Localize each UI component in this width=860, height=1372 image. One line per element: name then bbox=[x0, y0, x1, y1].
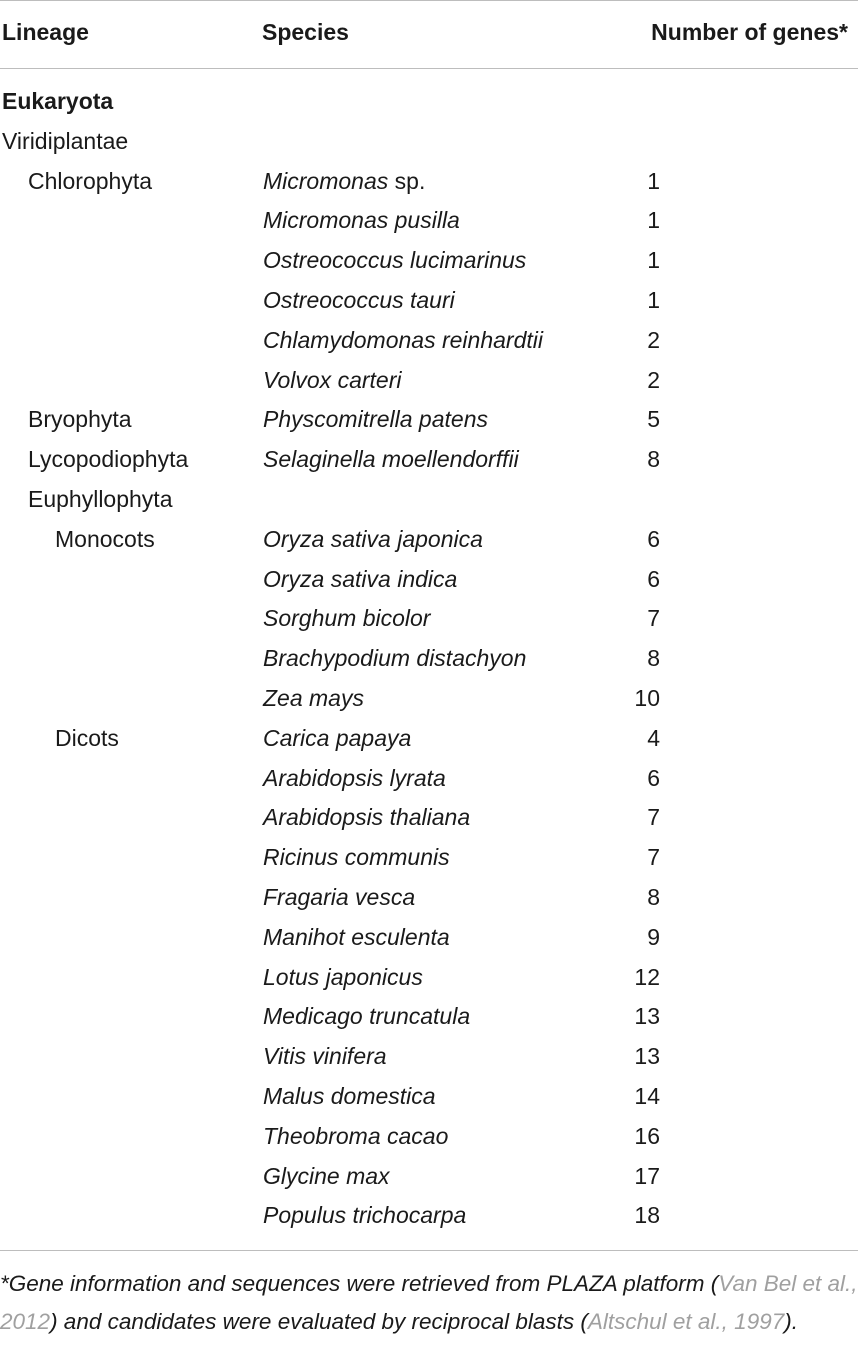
lineage-cell: Monocots bbox=[55, 525, 155, 552]
gene-count-cell: 6 bbox=[647, 525, 660, 552]
table-row bbox=[0, 480, 860, 520]
species-name: Ricinus communis bbox=[263, 844, 450, 871]
table-body bbox=[0, 82, 860, 1236]
species-name: Ostreococcus lucimarinus bbox=[263, 247, 527, 274]
species-name: Ostreococcus tauri bbox=[263, 286, 455, 313]
species-cell bbox=[263, 798, 470, 838]
species-cell bbox=[263, 560, 457, 600]
species-cell bbox=[263, 520, 483, 560]
species-cell bbox=[263, 639, 526, 679]
species-name: Oryza sativa indica bbox=[263, 565, 458, 592]
species-name: Micromonas bbox=[263, 167, 389, 194]
gene-count-cell: 13 bbox=[634, 1043, 660, 1070]
species-cell bbox=[263, 958, 423, 998]
footnote-text-3: ). bbox=[784, 1309, 798, 1334]
table-footnote bbox=[0, 1265, 860, 1341]
species-name: Populus trichocarpa bbox=[263, 1202, 467, 1229]
gene-count-cell: 17 bbox=[634, 1162, 660, 1189]
gene-count-cell: 8 bbox=[647, 883, 660, 910]
species-cell bbox=[263, 599, 430, 639]
gene-count-cell: 6 bbox=[647, 565, 660, 592]
top-rule bbox=[0, 0, 858, 1]
table-row bbox=[0, 1196, 860, 1236]
species-cell bbox=[263, 241, 526, 281]
table-row bbox=[0, 321, 860, 361]
gene-count-cell: 1 bbox=[647, 286, 660, 313]
table-row bbox=[0, 560, 860, 600]
species-cell bbox=[263, 759, 446, 799]
species-name: Vitis vinifera bbox=[263, 1043, 387, 1070]
species-name: Medicago truncatula bbox=[263, 1003, 471, 1030]
gene-count-cell: 2 bbox=[647, 326, 660, 353]
lineage-cell: Bryophyta bbox=[28, 406, 132, 433]
bottom-rule bbox=[0, 1250, 858, 1251]
table-row bbox=[0, 798, 860, 838]
species-name: Carica papaya bbox=[263, 724, 412, 751]
species-name: Arabidopsis thaliana bbox=[263, 804, 471, 831]
gene-count-cell: 6 bbox=[647, 764, 660, 791]
species-name: Brachypodium distachyon bbox=[263, 645, 527, 672]
species-name: Theobroma cacao bbox=[263, 1122, 449, 1149]
species-name: Fragaria vesca bbox=[263, 883, 416, 910]
species-cell bbox=[263, 1196, 466, 1236]
table-row bbox=[0, 719, 860, 759]
species-name: Oryza sativa japonica bbox=[263, 525, 483, 552]
gene-count-cell: 1 bbox=[647, 207, 660, 234]
species-name: Glycine max bbox=[263, 1162, 390, 1189]
species-cell bbox=[263, 321, 543, 361]
header-species: Species bbox=[262, 19, 349, 45]
species-cell bbox=[263, 201, 460, 241]
gene-count-cell: 1 bbox=[647, 167, 660, 194]
gene-count-cell: 14 bbox=[634, 1082, 660, 1109]
footnote-text-2: ) and candidates were evaluated by reciprocal blasts ( bbox=[50, 1309, 588, 1334]
header-genes: Number of genes* bbox=[651, 19, 848, 45]
reference-link-van-bel[interactable]: Van Bel et al., 2012 bbox=[0, 1271, 858, 1334]
species-cell bbox=[263, 361, 401, 401]
table-row bbox=[0, 997, 860, 1037]
table-row bbox=[0, 281, 860, 321]
table-row bbox=[0, 400, 860, 440]
species-cell bbox=[263, 719, 411, 759]
gene-count-cell: 8 bbox=[647, 645, 660, 672]
species-name: Physcomitrella patens bbox=[263, 406, 488, 433]
gene-count-cell: 5 bbox=[647, 406, 660, 433]
gene-count-cell: 4 bbox=[647, 724, 660, 751]
species-name: Volvox carteri bbox=[263, 366, 402, 393]
header-lineage: Lineage bbox=[2, 19, 89, 45]
table-row bbox=[0, 958, 860, 998]
species-name: Zea mays bbox=[263, 684, 364, 711]
table-row bbox=[0, 759, 860, 799]
table-row bbox=[0, 82, 860, 122]
table-row bbox=[0, 599, 860, 639]
lineage-cell: Euphyllophyta bbox=[28, 485, 173, 512]
gene-count-cell: 1 bbox=[647, 247, 660, 274]
table-row bbox=[0, 838, 860, 878]
species-cell bbox=[263, 281, 455, 321]
species-suffix: sp. bbox=[388, 167, 426, 194]
table-row bbox=[0, 361, 860, 401]
gene-count-cell: 7 bbox=[647, 804, 660, 831]
species-name: Arabidopsis lyrata bbox=[263, 764, 446, 791]
gene-count-cell: 8 bbox=[647, 446, 660, 473]
lineage-cell: Chlorophyta bbox=[28, 167, 153, 194]
table-row bbox=[0, 201, 860, 241]
species-cell bbox=[263, 1037, 387, 1077]
table-row bbox=[0, 122, 860, 162]
header-rule bbox=[0, 68, 858, 69]
table-row bbox=[0, 878, 860, 918]
species-cell bbox=[263, 838, 450, 878]
species-cell bbox=[263, 679, 364, 719]
footnote-text-1: *Gene information and sequences were retrieved from PLAZA platform ( bbox=[0, 1271, 719, 1296]
species-name: Manihot esculenta bbox=[263, 923, 450, 950]
table-row bbox=[0, 918, 860, 958]
table-row bbox=[0, 1157, 860, 1197]
species-name: Selaginella moellendorffii bbox=[263, 446, 519, 473]
table-row bbox=[0, 520, 860, 560]
species-name: Lotus japonicus bbox=[263, 963, 423, 990]
species-cell bbox=[263, 162, 425, 202]
gene-count-cell: 9 bbox=[647, 923, 660, 950]
lineage-cell: Viridiplantae bbox=[2, 127, 129, 154]
table-row bbox=[0, 1117, 860, 1157]
lineage-cell: Lycopodiophyta bbox=[28, 446, 189, 473]
gene-count-cell: 18 bbox=[634, 1202, 660, 1229]
species-name: Chlamydomonas reinhardtii bbox=[263, 326, 543, 353]
species-name: Micromonas pusilla bbox=[263, 207, 460, 234]
lineage-cell: Dicots bbox=[55, 724, 119, 751]
species-cell bbox=[263, 1117, 448, 1157]
gene-count-cell: 16 bbox=[634, 1122, 660, 1149]
species-name: Sorghum bicolor bbox=[263, 605, 431, 632]
table-row bbox=[0, 1077, 860, 1117]
table-row bbox=[0, 440, 860, 480]
species-cell bbox=[263, 1077, 436, 1117]
species-cell bbox=[263, 440, 519, 480]
lineage-cell: Eukaryota bbox=[2, 88, 114, 114]
species-cell bbox=[263, 1157, 390, 1197]
table-row bbox=[0, 679, 860, 719]
gene-count-cell: 7 bbox=[647, 605, 660, 632]
gene-count-cell: 12 bbox=[634, 963, 660, 990]
gene-count-cell: 13 bbox=[634, 1003, 660, 1030]
gene-count-cell: 7 bbox=[647, 844, 660, 871]
species-cell bbox=[263, 400, 488, 440]
species-cell bbox=[263, 878, 415, 918]
species-name: Malus domestica bbox=[263, 1082, 436, 1109]
species-cell bbox=[263, 918, 450, 958]
species-cell bbox=[263, 997, 470, 1037]
table-row bbox=[0, 162, 860, 202]
reference-link-altschul[interactable]: Altschul et al., 1997 bbox=[587, 1309, 785, 1334]
table-row bbox=[0, 1037, 860, 1077]
gene-count-cell: 2 bbox=[647, 366, 660, 393]
gene-count-cell: 10 bbox=[634, 684, 660, 711]
table-row bbox=[0, 241, 860, 281]
table-row bbox=[0, 639, 860, 679]
